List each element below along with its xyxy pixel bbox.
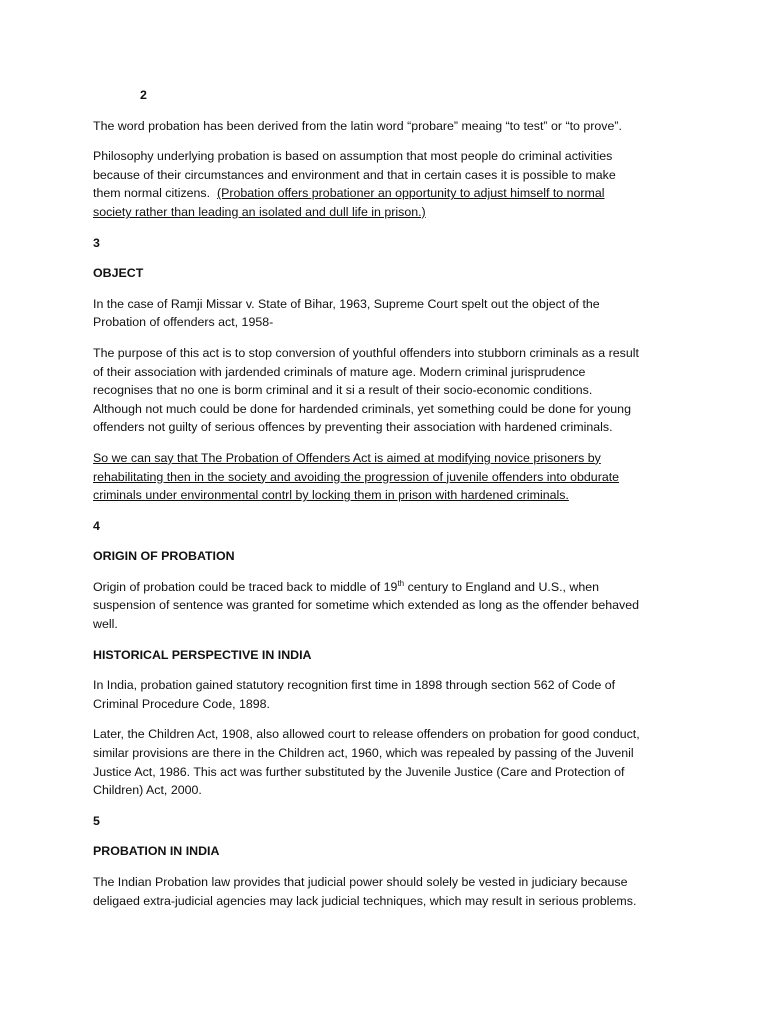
text-line [93,400,683,419]
section-number: 3 [93,235,100,250]
line-text: In India, probation gained statutory recognition first time in 1898 through section 562 of Code of [93,678,616,693]
line-text: Origin of probation could be traced back to middle of 19 [93,579,398,594]
line-text: offenders not guilty of serious offences by preventing their association with hardened criminals. [93,420,613,435]
section-number: 5 [93,813,100,828]
text-line [93,363,683,382]
line-text: deligaed extra-judicial agencies may lack judicial techniques, which may result in serious problems. [93,893,637,908]
text-line [93,763,683,782]
text-line [93,676,683,695]
line-text: them normal citizens. [93,186,211,201]
section-heading: ORIGIN OF PROBATION [93,549,235,564]
text-line [93,418,683,437]
text-line [93,468,683,487]
paragraph [93,295,683,332]
text-line [93,381,683,400]
paragraph [93,117,683,136]
line-text: So we can say that The Probation of Offenders Act is aimed at modifying novice prisoners by [93,450,601,465]
text-line [93,295,683,314]
line-text: because of their circumstances and environment and that in certain cases it is possible to make [93,167,616,182]
line-text: society rather than leading an isolated and dull life in prison.) [93,204,426,219]
section-number: 4 [93,518,100,533]
text-line [93,344,683,363]
paragraph [93,578,683,634]
line-text: Justice Act, 1986. This act was further substituted by the Juvenile Justice (Care and Protection of [93,764,625,779]
text-line [93,725,683,744]
paragraph [93,449,683,505]
line-text: suspension of sentence was granted for sometime which extended as long as the offender behaved [93,598,639,613]
paragraph [93,147,683,221]
text-line [93,695,683,714]
text-line [93,147,683,166]
text-line [93,781,683,800]
line-text: Children) Act, 2000. [93,783,202,798]
paragraph [93,344,683,437]
line-text-continued: century to England and U.S., when [404,579,600,594]
document-body [93,86,683,922]
section-number: 2 [140,88,147,102]
line-text: The Indian Probation law provides that judicial power should solely be vested in judiciary because [93,875,628,889]
line-text: Philosophy underlying probation is based on assumption that most people do criminal activities [93,149,613,164]
paragraph [93,725,683,799]
line-text: rehabilitating then in the society and avoiding the progression of juvenile offenders into obdurate [93,469,620,484]
line-text: of their association with jardended criminals of mature age. Modern criminal jurisprudence [93,364,586,379]
text-line [93,892,683,911]
text-line [93,615,683,634]
line-text: recognises that no one is borm criminal and it si a result of their socio-economic conditions. [93,383,593,398]
text-line [93,873,683,892]
text-line [93,117,683,136]
text-line [93,184,683,203]
text-line [93,313,683,332]
line-text: In the case of Ramji Missar v. State of Bihar, 1963, Supreme Court spelt out the object of the [93,296,600,311]
section-heading: OBJECT [93,266,144,281]
section-heading: HISTORICAL PERSPECTIVE IN INDIA [93,647,312,662]
line-text: The word probation has been derived from the latin word “probare” meaing “to test” or “to prove”. [93,118,622,133]
text-line [93,596,683,615]
text-line [93,486,683,505]
line-text: The purpose of this act is to stop conversion of youthful offenders into stubborn criminals as a result [93,345,639,360]
line-text: well. [93,617,118,632]
line-text: criminals under environmental contrl by locking them in prison with hardened criminals. [93,488,569,503]
text-line [93,578,683,597]
text-line [93,744,683,763]
superscript: th [397,578,405,588]
line-text: Probation of offenders act, 1958- [93,315,274,330]
paragraph [93,873,683,910]
text-line [93,203,683,222]
line-text: similar provisions are there in the Children act, 1960, which was repealed by passing of the Juvenil [93,746,634,761]
line-text: Later, the Children Act, 1908, also allowed court to release offenders on probation for good conduct, [93,727,640,742]
text-line [93,449,683,468]
line-text: Criminal Procedure Code, 1898. [93,696,271,711]
underlined-text: (Probation offers probationer an opportunity to adjust himself to normal [216,186,605,201]
text-line [93,166,683,185]
section-heading: PROBATION IN INDIA [93,844,220,859]
line-text: Although not much could be done for hardended criminals, yet something could be done for young [93,401,631,416]
paragraph [93,676,683,713]
